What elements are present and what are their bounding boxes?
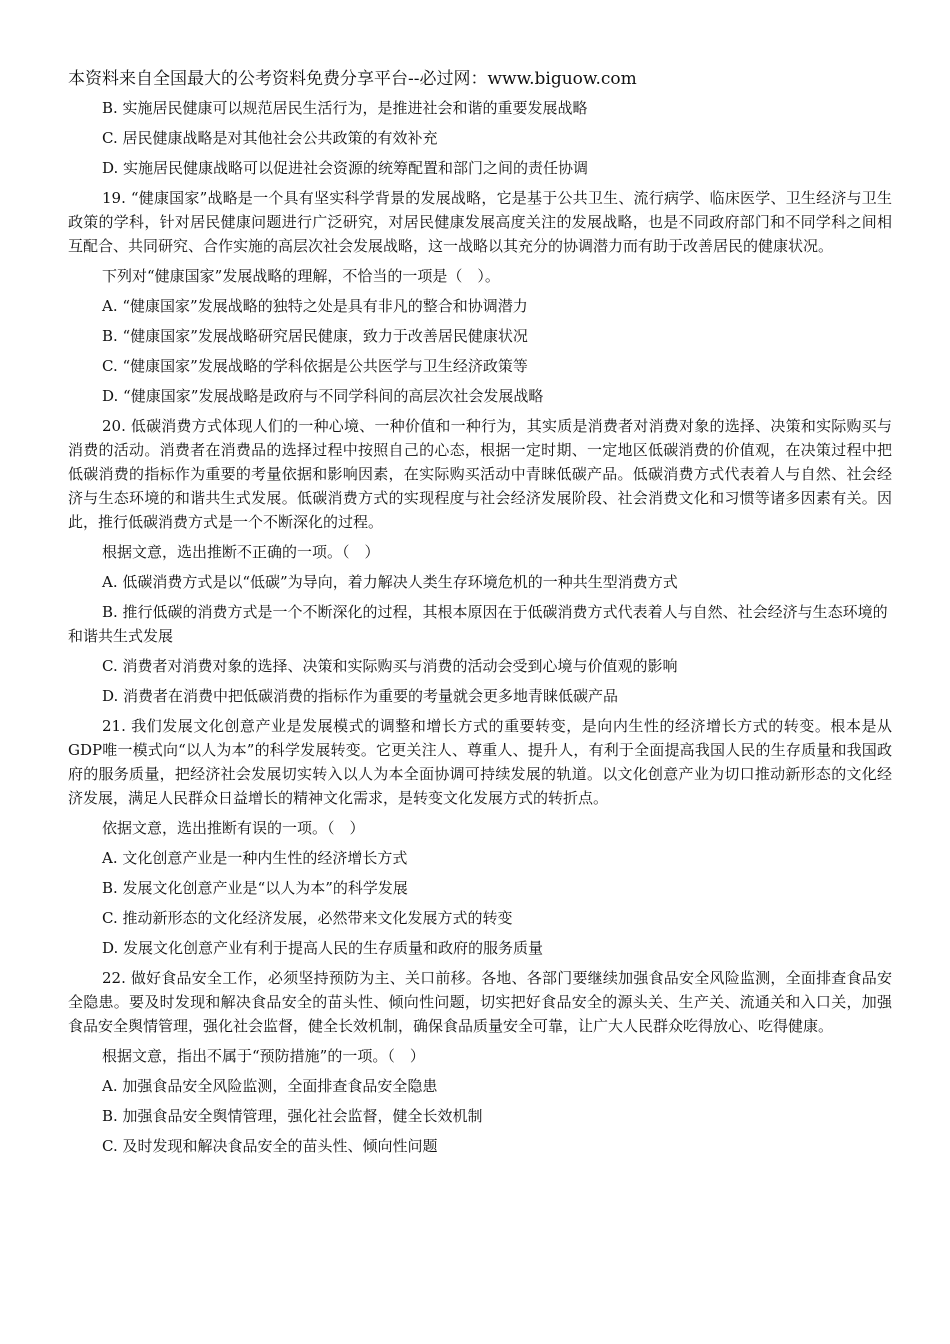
q20-option-b: B. 推行低碳的消费方式是一个不断深化的过程，其根本原因在于低碳消费方式代表着人与自然、社会经济与生态环境的和谐共生式发展 — [68, 603, 888, 645]
source-header: 本资料来自全国最大的公考资料免费分享平台--必过网：www.biguow.com — [68, 69, 637, 89]
q21-option-c: C. 推动新形态的文化经济发展，必然带来文化发展方式的转变 — [102, 909, 513, 927]
q18-option-b: B. 实施居民健康可以规范居民生活行为，是推进社会和谐的重要发展战略 — [102, 99, 588, 117]
q21-passage: 21. 我们发展文化创意产业是发展模式的调整和增长方式的重要转变，是向内生性的经济增长方式的转变。根本是从GDP唯一模式向“以人为本”的科学发展转变。它更关注人、尊重人、提升人，有利于全面提高我国人民的生存质量和我国政府的服务质量，把经济社会发展切实转入以人为本全面协调可持续发展的轨道。以文化创意产业为切口推动新形态的文化经济发展，满足人民群众日益增长的精神文化需求，是转变文化发展方式的转折点。 — [68, 717, 892, 807]
q21-option-b: B. 发展文化创意产业是“以人为本”的科学发展 — [102, 879, 408, 897]
q22-question: 根据文意，指出不属于“预防措施”的一项。（ ） — [102, 1047, 425, 1065]
q21-option-a: A. 文化创意产业是一种内生性的经济增长方式 — [102, 849, 408, 867]
q20-option-d: D. 消费者在消费中把低碳消费的指标作为重要的考量就会更多地青睐低碳产品 — [102, 687, 619, 705]
q20-passage: 20. 低碳消费方式体现人们的一种心境、一种价值和一种行为，其实质是消费者对消费对象的选择、决策和实际购买与消费的活动。消费者在消费品的选择过程中按照自己的心态，根据一定时期、一定地区低碳消费的价值观，在决策过程中把低碳消费的指标作为重要的考量依据和影响因素，在实际购买活动中青睐低碳产品。低碳消费方式代表着人与自然、社会经济与生态环境的和谐共生式发展。低碳消费方式的实现程度与社会经济发展阶段、社会消费文化和习惯等诸多因素有关。因此，推行低碳消费方式是一个不断深化的过程。 — [68, 417, 892, 531]
q21-question: 依据文意，选出推断有误的一项。（ ） — [102, 819, 365, 837]
q19-option-c: C. “健康国家”发展战略的学科依据是公共医学与卫生经济政策等 — [102, 357, 528, 375]
q22-option-c: C. 及时发现和解决食品安全的苗头性、倾向性问题 — [102, 1137, 438, 1155]
q20-option-c: C. 消费者对消费对象的选择、决策和实际购买与消费的活动会受到心境与价值观的影响 — [102, 657, 678, 675]
q22-passage: 22. 做好食品安全工作，必须坚持预防为主、关口前移。各地、各部门要继续加强食品安全风险监测，全面排查食品安全隐患。要及时发现和解决食品安全的苗头性、倾向性问题，切实把好食品安全的源头关、生产关、流通关和入口关，加强食品安全舆情管理，强化社会监督，健全长效机制，确保食品质量安全可靠，让广大人民群众吃得放心、吃得健康。 — [68, 969, 892, 1035]
q19-option-a: A. “健康国家”发展战略的独特之处是具有非凡的整合和协调潜力 — [102, 297, 528, 315]
q21-option-d: D. 发展文化创意产业有利于提高人民的生存质量和政府的服务质量 — [102, 939, 544, 957]
q19-passage: 19. “健康国家”战略是一个具有坚实科学背景的发展战略，它是基于公共卫生、流行病学、临床医学、卫生经济与卫生政策的学科，针对居民健康问题进行广泛研究，对居民健康发展高度关注的发展战略，也是不同政府部门和不同学科之间相互配合、共同研究、合作实施的高层次社会发展战略，这一战略以其充分的协调潜力而有助于改善居民的健康状况。 — [68, 189, 892, 255]
q20-option-a: A. 低碳消费方式是以“低碳”为导向，着力解决人类生存环境危机的一种共生型消费方式 — [102, 573, 678, 591]
q19-option-b: B. “健康国家”发展战略研究居民健康，致力于改善居民健康状况 — [102, 327, 528, 345]
q19-question: 下列对“健康国家”发展战略的理解，不恰当的一项是（ ）。 — [102, 267, 500, 285]
q18-option-c: C. 居民健康战略是对其他社会公共政策的有效补充 — [102, 129, 438, 147]
q22-option-a: A. 加强食品安全风险监测，全面排查食品安全隐患 — [102, 1077, 438, 1095]
q18-option-d: D. 实施居民健康战略可以促进社会资源的统筹配置和部门之间的责任协调 — [102, 159, 589, 177]
q19-option-d: D. “健康国家”发展战略是政府与不同学科间的高层次社会发展战略 — [102, 387, 544, 405]
q20-question: 根据文意，选出推断不正确的一项。（ ） — [102, 543, 380, 561]
q22-option-b: B. 加强食品安全舆情管理，强化社会监督，健全长效机制 — [102, 1107, 483, 1125]
